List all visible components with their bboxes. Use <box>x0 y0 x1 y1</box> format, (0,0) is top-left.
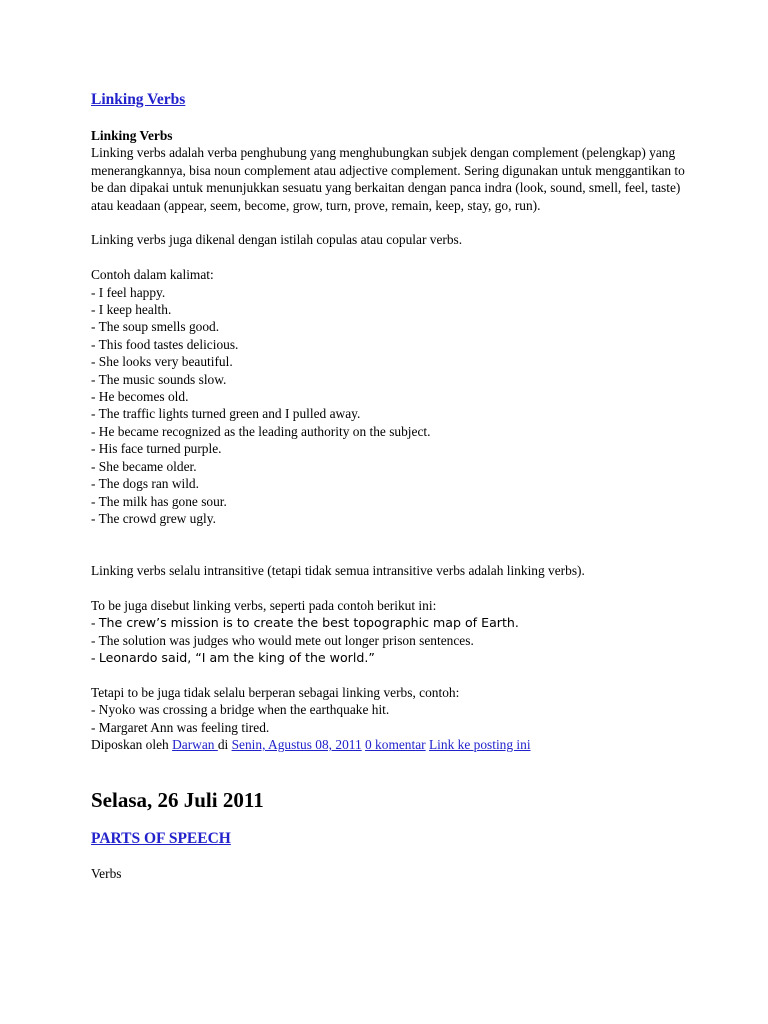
examples-list <box>91 284 691 528</box>
date-header: Selasa, 26 Juli 2011 <box>91 788 264 812</box>
example-item: - She became older. <box>91 458 197 474</box>
permalink[interactable]: Link ke posting ini <box>429 737 531 753</box>
example-item: - This food tastes delicious. <box>91 336 239 352</box>
example-item: - He became recognized as the leading authority on the subject. <box>91 423 431 439</box>
tobe-example: - The crew’s mission is to create the best topographic map of Earth. <box>91 615 519 631</box>
post-heading: Linking Verbs <box>91 128 173 143</box>
post-footer: Diposkan oleh Darwan di Senin, Agustus 08, 2011 0 komentar Link ke posting ini <box>91 737 531 753</box>
tobe-intro: To be juga disebut linking verbs, seperti pada contoh berikut ini: <box>91 597 437 613</box>
example-item: - He becomes old. <box>91 389 189 405</box>
post-title-link[interactable]: PARTS OF SPEECH <box>91 830 231 847</box>
tobe-example: - Leonardo said, “I am the king of the world.” <box>91 650 375 666</box>
not-linking-example: - Margaret Ann was feeling tired. <box>91 719 270 735</box>
post-body: Verbs <box>91 866 122 881</box>
post-title-link[interactable]: Linking Verbs <box>91 91 186 108</box>
tobe-example: - The solution was judges who would mete out longer prison sentences. <box>91 632 474 648</box>
example-item: - I keep health. <box>91 302 172 318</box>
not-linking-intro: Tetapi to be juga tidak selalu berperan sebagai linking verbs, contoh: <box>91 684 460 700</box>
example-item: - I feel happy. <box>91 284 166 300</box>
post-body <box>91 127 691 754</box>
example-item: - She looks very beautiful. <box>91 354 233 370</box>
examples-intro: Contoh dalam kalimat: <box>91 267 214 283</box>
example-item: - The milk has gone sour. <box>91 493 227 509</box>
copulas-paragraph: Linking verbs juga dikenal dengan istilah copulas atau copular verbs. <box>91 232 463 248</box>
example-item: - The crowd grew ugly. <box>91 510 216 526</box>
example-item: - The soup smells good. <box>91 319 220 335</box>
author-link[interactable]: Darwan <box>172 737 218 753</box>
example-item: - His face turned purple. <box>91 441 222 457</box>
intransitive-paragraph: Linking verbs selalu intransitive (tetapi tidak semua intransitive verbs adalah linking verbs). <box>91 563 585 579</box>
intro-paragraph: Linking verbs adalah verba penghubung yang menghubungkan subjek dengan complement (pelengkap) yang menerangkannya, bisa noun complement atau adjective complement. Sering digunakan untuk menggantikan to be dan dipakai untuk menunjukkan sesuatu yang berkaitan dengan panca indra (look, sound, smell, feel, taste) atau keadaan (appear, seem, become, grow, turn, prove, remain, keep, stay, go, run). <box>91 145 685 213</box>
post-title <box>91 90 185 110</box>
example-item: - The dogs ran wild. <box>91 476 199 492</box>
not-linking-example: - Nyoko was crossing a bridge when the earthquake hit. <box>91 702 390 718</box>
comments-link[interactable]: 0 komentar <box>365 737 426 753</box>
example-item: - The music sounds slow. <box>91 371 227 387</box>
post-date-link[interactable]: Senin, Agustus 08, 2011 <box>231 737 362 753</box>
post-title <box>91 829 231 849</box>
example-item: - The traffic lights turned green and I pulled away. <box>91 406 361 422</box>
